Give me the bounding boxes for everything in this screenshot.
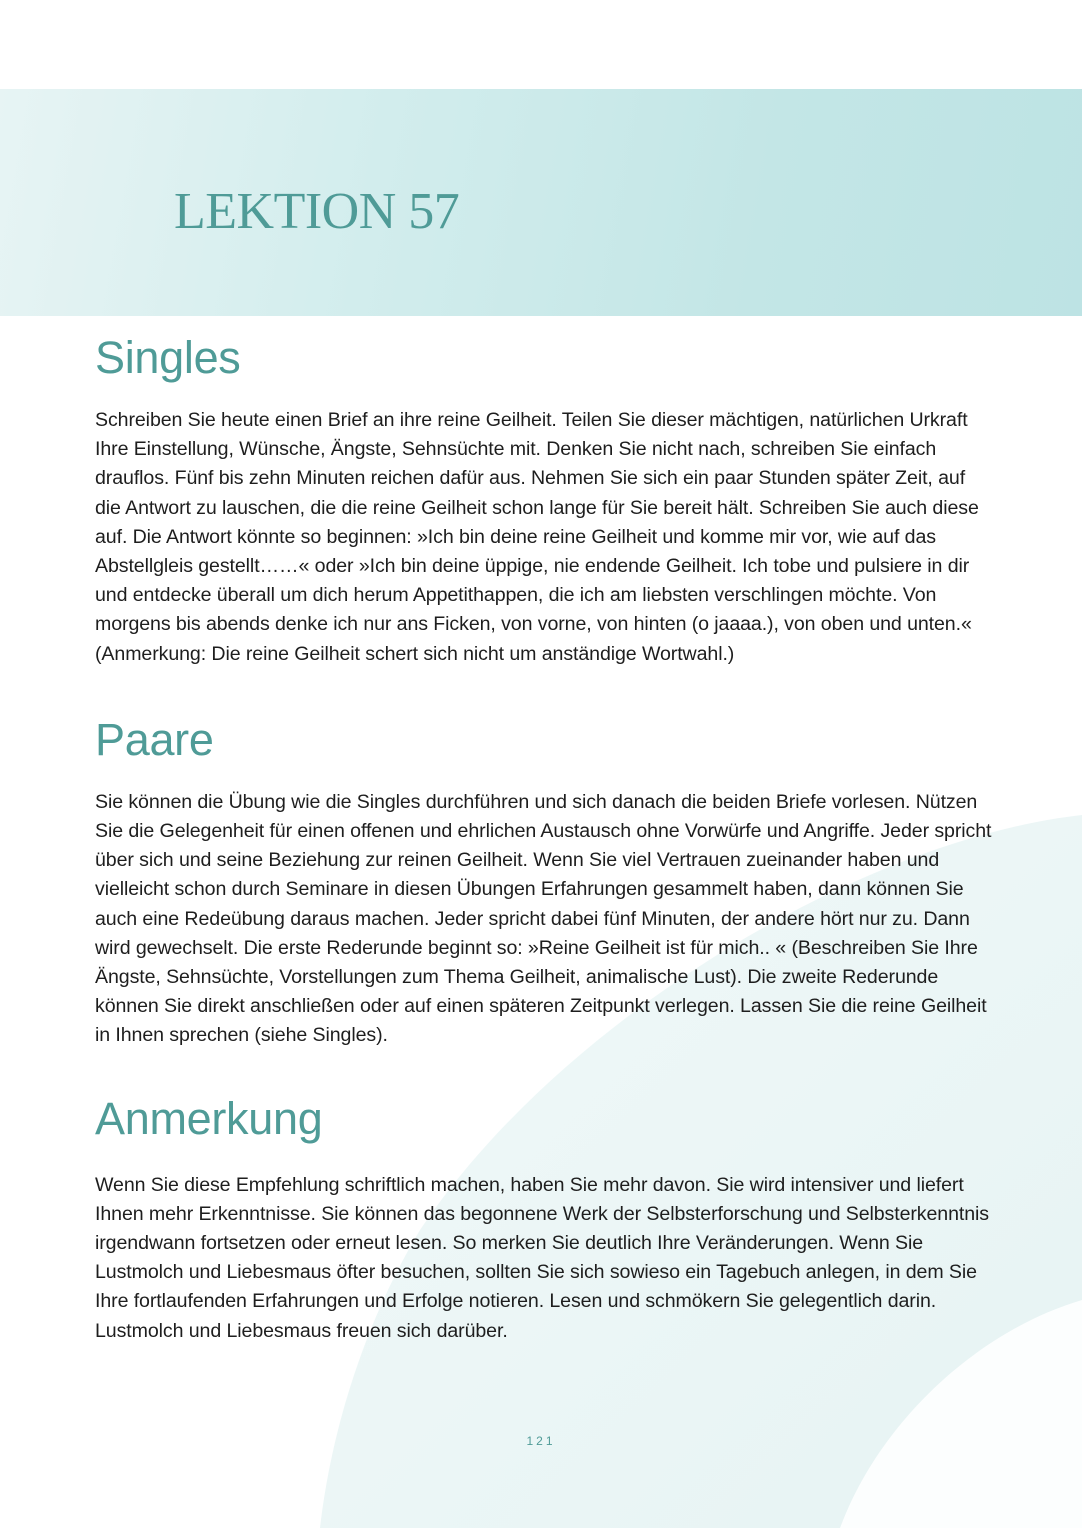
section-paare (95, 712, 995, 1051)
section-anmerkung (95, 1091, 995, 1346)
section-heading: Anmerkung (95, 1092, 323, 1144)
lesson-title: LEKTION 57 (174, 183, 460, 240)
page-number: 121 (526, 1434, 556, 1448)
section-body: Schreiben Sie heute einen Brief an ihre reine Geilheit. Teilen Sie dieser mächtigen, natürlichen Urkraft Ihre Einstellung, Wünsche, Ängste, Sehnsüchte mit. Denken Sie nicht nach, schreiben Sie einfach drauflos. Fünf bis zehn Minuten reichen dafür aus. Nehmen Sie sich ein paar Stunden später Zeit, auf die Antwort zu lauschen, die die reine Geilheit schon lange für Sie bereit hält. Schreiben Sie auch diese auf. Die Antwort könnte so beginnen: »Ich bin deine reine Geilheit und komme mir vor, wie auf das Abstellgleis gestellt……« oder »Ich bin deine üppige, nie endende Geilheit. Ich tobe und pulsiere in dir und entdecke überall um dich herum Appetithappen, die ich am liebsten verschlingen möchte. Von morgens bis abends denke ich nur ans Ficken, von vorne, von hinten (o jaaaa.), von oben und unten.« (Anmerkung: Die reine Geilheit schert sich nicht um anständige Wortwahl.) (95, 409, 979, 665)
header-band (0, 89, 1082, 316)
section-body: Sie können die Übung wie die Singles durchführen und sich danach die beiden Briefe vorlesen. Nützen Sie die Gelegenheit für einen offenen und ehrlichen Austausch ohne Vorwürfe und Angriffe. Jeder spricht über sich und seine Beziehung zur reinen Geilheit. Wenn Sie viel Vertrauen zueinander haben und vielleicht schon durch Seminare in diesen Übungen Erfahrungen gesammelt haben, dann können Sie auch eine Redeübung daraus machen. Jeder spricht dabei fünf Minuten, der andere hört nur zu. Dann wird gewechselt. Die erste Rederunde beginnt so: »Reine Geilheit ist für mich.. « (Beschreiben Sie Ihre Ängste, Sehnsüchte, Vorstellungen zum Thema Geilheit, animalische Lust). Die zweite Rederunde können Sie direkt anschließen oder auf einen späteren Zeitpunkt verlegen. Lassen Sie die reine Geilheit in Ihnen sprechen (siehe Singles). (95, 790, 992, 1047)
section-singles (95, 330, 995, 669)
section-body: Wenn Sie diese Empfehlung schriftlich machen, haben Sie mehr davon. Sie wird intensiver und liefert Ihnen mehr Erkenntnisse. Sie können das begonnene Werk der Selbsterforschung und Selbsterkenntnis irgendwann fortsetzen oder erneut lesen. So merken Sie deutlich Ihre Veränderungen. Wenn Sie Lustmolch und Liebesmaus öfter besuchen, sollten Sie sich sowieso ein Tagebuch anlegen, in dem Sie Ihre fortlaufenden Erfahrungen und Erfolge notieren. Lesen und schmökern Sie gelegentlich darin. Lustmolch und Liebesmaus freuen sich darüber. (95, 1173, 989, 1342)
section-heading: Singles (95, 332, 241, 383)
section-heading: Paare (95, 713, 214, 765)
content (95, 330, 995, 1346)
